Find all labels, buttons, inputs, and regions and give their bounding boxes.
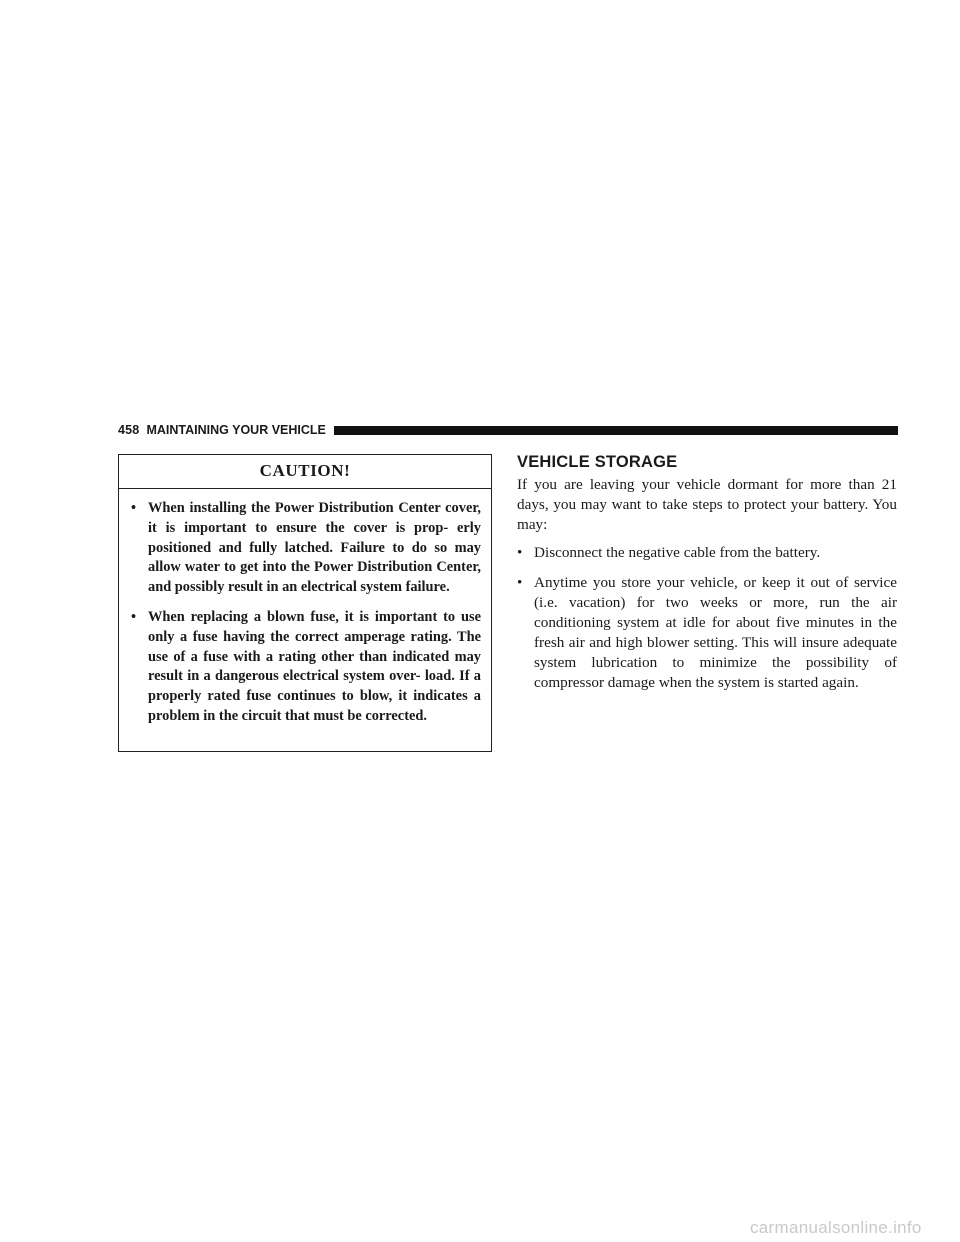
section-title: MAINTAINING YOUR VEHICLE	[146, 423, 326, 437]
list-item-text: Anytime you store your vehicle, or keep it out of service (i.e. vacation) for two weeks or more, run the air conditioning system at idle for about five minutes in the fresh air and high blower setting. This will insure adequate system lubrication to minimize the possibility of compressor damage when the system is started again.	[534, 574, 897, 691]
watermark: carmanualsonline.info	[750, 1218, 922, 1237]
bullet-icon: •	[517, 574, 523, 591]
list-item-text: Disconnect the negative cable from the battery.	[534, 544, 821, 561]
page-number: 458	[118, 423, 140, 437]
intro-paragraph: If you are leaving your vehicle dormant for more than 21 days, you may want to take steps to protect your battery. You may:	[517, 476, 897, 533]
list-item	[517, 543, 897, 563]
page-header	[118, 422, 898, 438]
caution-item-text: When installing the Power Distribution Center cover, it is important to ensure the cover is prop- erly positioned and fully latched. Failure to do so may allow water to get into the Power Distribution Center, and possibly result in an electrical system failure.	[148, 500, 481, 596]
header-rule	[334, 426, 898, 435]
section-heading: VEHICLE STORAGE	[517, 453, 678, 471]
list-item	[517, 573, 897, 693]
bullet-icon: •	[131, 500, 137, 516]
caution-item-text: When replacing a blown fuse, it is important to use only a fuse having the correct amperage rating. The use of a fuse with a rating other than indicated may result in a dangerous electrical system over- load. If a properly rated fuse continues to blow, it indicates a problem in the circuit that must be corrected.	[148, 608, 481, 724]
caution-list	[119, 489, 491, 727]
caution-box	[118, 454, 492, 752]
caution-item	[131, 499, 481, 598]
caution-item	[131, 608, 481, 727]
caution-title: CAUTION!	[119, 455, 491, 489]
bullet-icon: •	[517, 544, 523, 561]
bullet-icon: •	[131, 608, 137, 625]
storage-list	[517, 543, 897, 693]
vehicle-storage-section	[517, 452, 897, 703]
